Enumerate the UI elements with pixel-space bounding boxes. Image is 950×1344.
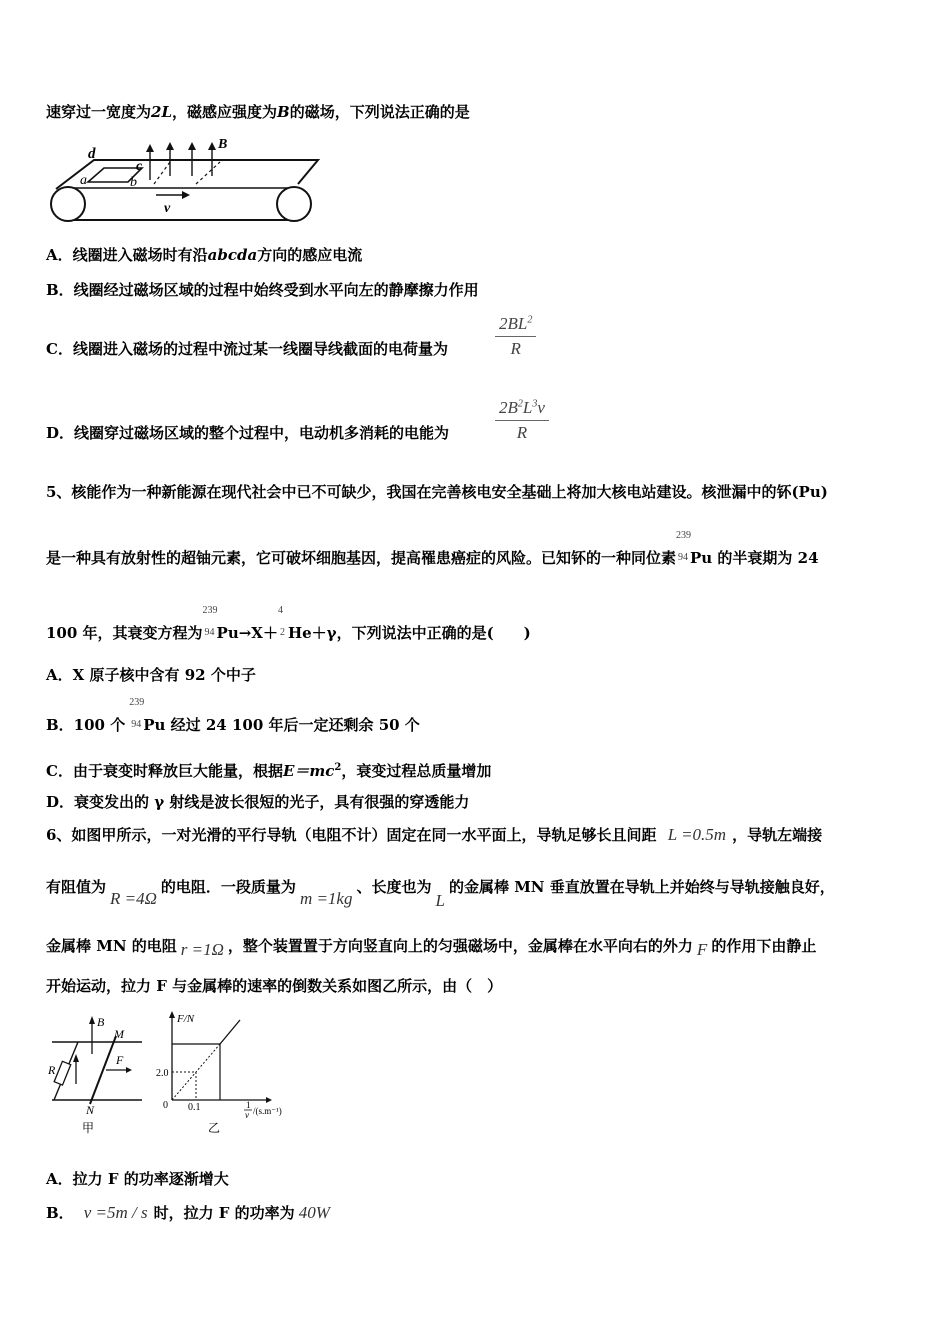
yi-xlabel-unit: /(s.m⁻¹) [253, 1106, 282, 1116]
q6-line1-text-b: ，导轨左端接 [732, 826, 823, 844]
q4-c-num-sup: 2 [527, 314, 533, 326]
q4-d-den: R [516, 423, 528, 442]
yi-xtick: 0.1 [188, 1102, 201, 1113]
q5-pu-isotope-2 [202, 605, 218, 638]
fig-label-b: b [130, 175, 137, 190]
q6-line4: 开始运动，拉力 F 与金属棒的速率的倒数关系如图乙所示，由（ ） [46, 977, 503, 995]
figure-yi-graph [158, 1008, 318, 1138]
q5-pu-mass-3: 239 [129, 697, 145, 708]
q6-line2-text-c: 、长度也为 [356, 878, 432, 896]
q5-pu-mass: 239 [676, 530, 692, 541]
q4-option-d-fraction [495, 398, 549, 443]
q4-d-num-sup2: 3 [532, 398, 538, 410]
q5-option-b [46, 697, 420, 734]
q6-math-power: 40W [298, 1203, 330, 1222]
figure-jia-circuit [46, 1012, 156, 1137]
q5-line2-text: 是一种具有放射性的超铀元素，它可破坏细胞基因，提高罹患癌症的风险。已知钚的一种同位素 [46, 549, 677, 567]
q4-d-num-a: 2B [499, 398, 518, 417]
jia-caption: 甲 [82, 1121, 95, 1135]
q5-option-c-equation: E＝mc [282, 762, 335, 780]
q6-line3-text-b: ，整个装置置于方向竖直向上的匀强磁场中，金属棒在水平向右的外力 [227, 937, 693, 955]
q5-option-c-text: C．由于衰变时释放巨大能量，根据 [46, 762, 283, 780]
q6-math-L-value: L =0.5m [667, 825, 727, 844]
q6-line2-text-b: 的电阻．一段质量为 [160, 878, 296, 896]
q5-line1: 5、核能作为一种新能源在现代社会中已不可缺少，我国在完善核电安全基础上将加大核电站建设。核泄漏中的钚(Pu) [46, 483, 828, 501]
q4-option-a-text-end: 方向的感应电流 [257, 246, 363, 264]
q5-option-d: D．衰变发出的 γ 射线是波长很短的光子，具有很强的穿透能力 [46, 793, 470, 811]
q4-stem-text-b: ，磁感应强度为 [172, 103, 278, 121]
q6-math-v: v =5m / s [83, 1203, 148, 1222]
q4-option-c-fraction [495, 314, 536, 359]
jia-label-R: R [48, 1063, 56, 1077]
q5-pu-isotope-3 [125, 697, 145, 730]
q5-pu-atomic-3: 94 [131, 719, 142, 730]
q4-stem-2L: 2L [151, 103, 172, 121]
yi-ytick: 2.0 [156, 1068, 169, 1079]
q4-option-a-text: A．线圈进入磁场时有沿 [46, 246, 208, 264]
q4-option-c: C．线圈进入磁场的过程中流过某一线圈导线截面的电荷量为 [46, 340, 448, 358]
q4-c-num: 2BL [499, 314, 528, 333]
q6-option-b-label: B． [46, 1204, 74, 1222]
q5-he-isotope [277, 605, 288, 638]
jia-label-M: M [114, 1027, 124, 1041]
q5-line3-text-c: He＋γ，下列说法中正确的是( ) [287, 624, 531, 642]
q6-math-F: F [696, 940, 708, 959]
q5-pu-atomic: 94 [678, 552, 689, 563]
jia-label-F: F [116, 1053, 124, 1067]
q6-line3 [46, 937, 817, 959]
q4-d-num-c: v [537, 398, 545, 417]
q5-pu-isotope [676, 530, 692, 563]
q5-line3-text: 100 年，其衰变方程为 [46, 624, 203, 642]
q4-stem-text-a: 速穿过一宽度为 [46, 103, 152, 121]
q5-pu-atomic-2: 94 [204, 627, 215, 638]
fig-label-v: v [164, 201, 171, 216]
fig-label-c: c [136, 159, 143, 174]
q6-line2-text: 有阻值为 [46, 878, 107, 896]
q5-option-b-text: B．100 个 [46, 716, 126, 734]
q5-pu-mass-2: 239 [202, 605, 218, 616]
q6-line2-text-d: 的金属棒 MN 垂直放置在导轨上并始终与导轨接触良好， [448, 878, 835, 896]
q5-he-atomic: 2 [279, 627, 285, 638]
q5-line3 [46, 605, 531, 642]
q5-option-c-sup: 2 [334, 762, 342, 773]
q4-stem [46, 103, 470, 121]
yi-xlabel-num: 1 [246, 1100, 251, 1110]
q6-math-R: R =4Ω [110, 889, 157, 908]
q5-line2 [46, 530, 819, 567]
jia-label-B: B [97, 1015, 105, 1029]
yi-origin: 0 [163, 1100, 168, 1111]
yi-xlabel-den: v [245, 1110, 249, 1120]
q4-option-a [46, 246, 362, 264]
q4-stem-text-c: 的磁场，下列说法正确的是 [289, 103, 470, 121]
q4-option-d: D．线圈穿过磁场区域的整个过程中，电动机多消耗的电能为 [46, 424, 450, 442]
q6-line1 [46, 826, 822, 844]
q5-option-b-text-b: Pu 经过 24 100 年后一定还剩余 50 个 [143, 716, 420, 734]
q5-line2-text-b: Pu 的半衰期为 24 [690, 549, 819, 567]
conveyor-belt-figure [46, 136, 321, 226]
fig-label-d: d [88, 146, 96, 162]
q4-d-num-sup1: 2 [517, 398, 523, 410]
q5-option-c-text-b: ，衰变过程总质量增加 [341, 762, 492, 780]
q6-option-a: A．拉力 F 的功率逐渐增大 [46, 1170, 229, 1188]
q6-line2 [46, 878, 835, 910]
q5-option-a: A．X 原子核中含有 92 个中子 [46, 666, 256, 684]
q4-option-b: B．线圈经过磁场区域的过程中始终受到水平向左的静摩擦力作用 [46, 281, 479, 299]
q6-option-b-text: 时，拉力 F 的功率为 [153, 1204, 295, 1222]
q4-c-den: R [510, 339, 521, 358]
q6-line3-text-c: 的作用下由静止 [711, 937, 817, 955]
q6-option-b [46, 1204, 330, 1222]
yi-caption: 乙 [208, 1121, 221, 1135]
jia-label-N: N [86, 1103, 95, 1117]
fig-label-a: a [80, 173, 87, 188]
q5-line3-text-b: Pu→X＋ [216, 624, 278, 642]
q4-option-a-abcda: abcda [207, 246, 258, 264]
q6-math-m: m =1kg [299, 889, 353, 908]
yi-ylabel: F/N [177, 1013, 195, 1025]
q5-he-mass: 4 [277, 605, 283, 616]
q5-option-c [46, 759, 491, 780]
q4-d-num-b: L [522, 398, 533, 417]
q6-line3-text: 金属棒 MN 的电阻 [46, 937, 177, 955]
q4-stem-B: B [277, 103, 290, 121]
fig-label-B: B [218, 137, 228, 152]
q6-math-r: r =1Ω [180, 940, 224, 959]
q6-line1-text: 6、如图甲所示，一对光滑的平行导轨（电阻不计）固定在同一水平面上，导轨足够长且间距 [46, 826, 657, 844]
q6-math-L2: L [435, 891, 445, 910]
q6-math-L [662, 825, 732, 844]
